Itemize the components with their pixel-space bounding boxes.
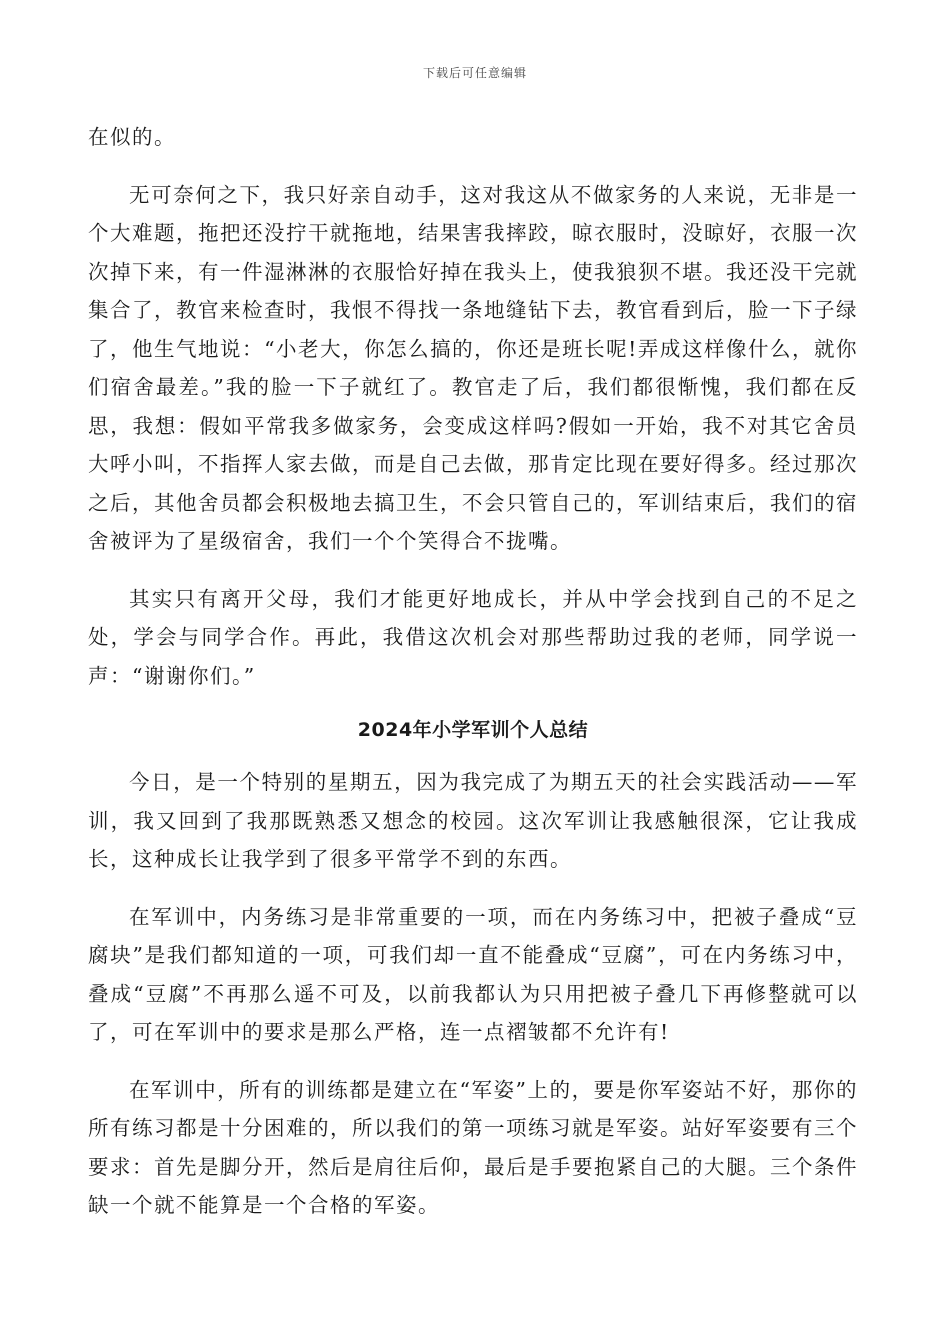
document-body <box>88 118 858 1225</box>
section-title: 2024年小学军训个人总结 <box>357 719 589 741</box>
paragraph-intro: 今日，是一个特别的星期五，因为我完成了为期五天的社会实践活动——军训，我又回到了我那既熟悉又想念的校园。这次军训让我感触很深，它让我成长，这种成长让我学到了很多平常学不到的东西。 <box>88 770 858 871</box>
paragraph-continuation: 在似的。 <box>88 125 176 149</box>
paragraph-thanks: 其实只有离开父母，我们才能更好地成长，并从中学会找到自己的不足之处，学会与同学合作。再此，我借这次机会对那些帮助过我的老师，同学说一声：“谢谢你们。” <box>88 586 858 688</box>
paragraph-dormitory-story: 无可奈何之下，我只好亲自动手，这对我这从不做家务的人来说，无非是一个大难题，拖把还没拧干就拖地，结果害我摔跤，晾衣服时，没晾好，衣服一次次掉下来，有一件湿淋淋的衣服恰好掉在我头上，使我狼狈不堪。我还没干完就集合了，教官来检查时，我恨不得找一条地缝钻下去，教官看到后，脸一下子绿了，他生气地说：“小老大，你怎么搞的，你还是班长呢!弄成这样像什么，就你们宿舍最差。”我的脸一下子就红了。教官走了后，我们都很惭愧，我们都在反思，我想：假如平常我多做家务，会变成这样吗?假如一开始，我不对其它舍员大呼小叫，不指挥人家去做，而是自己去做，那肯定比现在要好得多。经过那次之后，其他舍员都会积极地去搞卫生，不会只管自己的，军训结束后，我们的宿舍被评为了星级宿舍，我们一个个笑得合不拢嘴。 <box>88 182 858 553</box>
paragraph-military-posture: 在军训中，所有的训练都是建立在“军姿”上的，要是你军姿站不好，那你的所有练习都是十分困难的，所以我们的第一项练习就是军姿。站好军姿要有三个要求：首先是脚分开，然后是肩往后仰，最后是手要抱紧自己的大腿。三个条件缺一个就不能算是一个合格的军姿。 <box>88 1077 858 1217</box>
page-header-note: 下载后可任意编辑 <box>422 66 527 80</box>
paragraph-housekeeping: 在军训中，内务练习是非常重要的一项，而在内务练习中，把被子叠成“豆腐块”是我们都知道的一项，可我们却一直不能叠成“豆腐”，可在内务练习中，叠成“豆腐”不再那么遥不可及，以前我都认为只用把被子叠几下再修整就可以了，可在军训中的要求是那么严格，连一点褶皱都不允许有! <box>88 904 858 1044</box>
